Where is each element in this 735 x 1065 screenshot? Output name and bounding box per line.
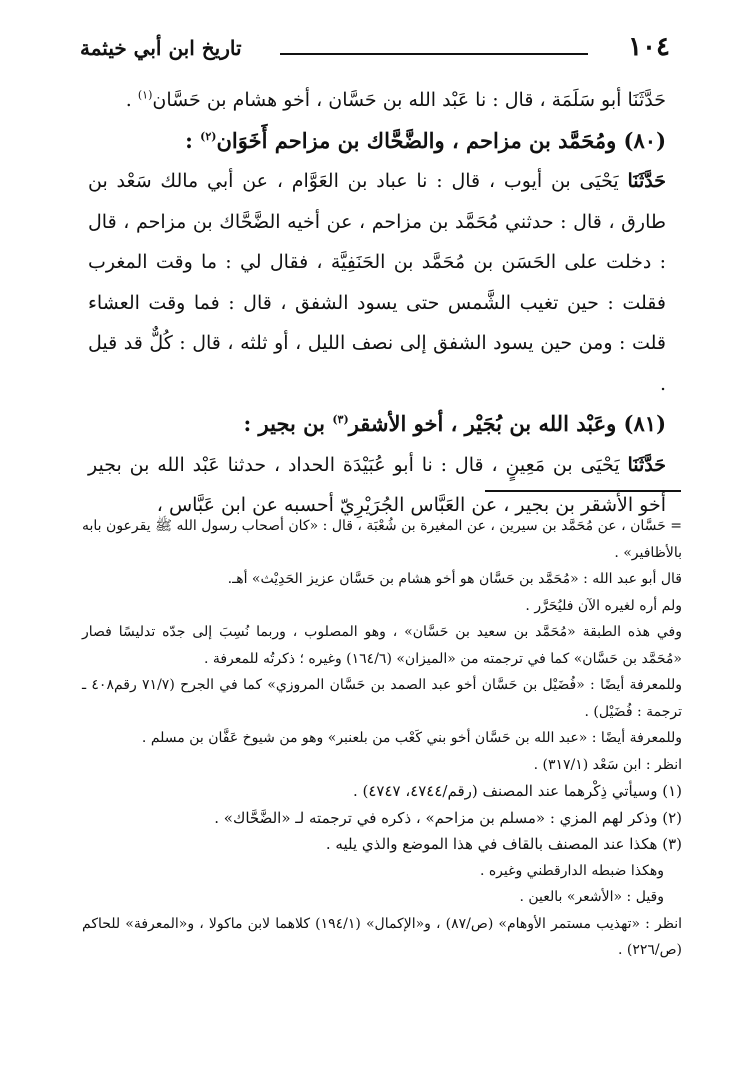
footnote-ref-3: (٣) xyxy=(332,413,349,426)
punctuation: : xyxy=(185,127,201,153)
footnote-continuation: وفي هذه الطبقة «مُحَمَّد بن سعيد بن حَسَّان» ، وهو المصلوب ، وربما نُسِبَ إلى جدّه تدليسًا فصار «مُحَمَّد بن حَسَّان» كما في ترجمته من «الميزان» (١٦٤/٦) وغيره ؛ ذكرتُه للمعرفة . xyxy=(82,624,682,667)
footnote-3-line: انظر : «تهذيب مستمر الأوهام» (ص/٨٧) ، و«الإكمال» (١٩٤/١) كلاهما لابن ماكولا ، و«المعرفة» للحاكم (ص/٢٢٦) . xyxy=(82,915,682,958)
paragraph-text: يَحْيَى بن مَعِينٍ ، قال : نا أبو عُبَيْدَة الحداد ، حدثنا عَبْد الله بن بجير أخو الأشقر بن بجير ، عن العَبَّاس الجُرَيْرِيّ أحسبه عن ابن عَبَّاس ، xyxy=(88,453,666,516)
main-text xyxy=(88,80,688,526)
footnote-ref-1: (١) xyxy=(137,88,153,102)
narration-lead: حَدَّثَنَا xyxy=(627,453,666,476)
running-header xyxy=(80,32,680,72)
footnote-continuation: وللمعرفة أيضًا : «عبد الله بن حَسَّان أخو بني كَعْب من بلعنبر» وهو من شيوخ عَفَّان بن مسلم . xyxy=(141,730,682,746)
footnote-1: (١) وسيأتي ذِكْرهما عند المصنف (رقم/٤٧٤٤، ٤٧٤٧) . xyxy=(352,782,682,800)
entry-heading-81 xyxy=(88,404,688,445)
footnote-3-line: وهكذا ضبطه الدارقطني وغيره . xyxy=(479,862,664,879)
narration-lead: حَدَّثَنَا xyxy=(627,170,666,192)
heading-text: (٨٠) ومُحَمَّد بن مزاحم ، والضَّحَّاك بن مزاحم أَخَوَان xyxy=(216,127,666,153)
punctuation: . xyxy=(125,89,138,111)
narration-line xyxy=(88,80,688,121)
footnote-separator xyxy=(485,490,681,492)
paragraph-text: يَحْيَى بن أيوب ، قال : نا عباد بن العَوَّام ، عن أبي مالك سَعْد بن طارق ، قال : حدثني مُحَمَّد بن مزاحم ، عن أخيه الضَّحَّاك بن مزاحم ، قال : دخلت على الحَسَن بن مُحَمَّد بن الحَنَفِيَّة ، فقال لي : ما وقت المغرب فقلت : حين تغيب الشَّمس حتى يسود الشفق ، قال : فما وقت العشاء قلت : ومن حين يسود الشفق إلى نصف الليل ، أو ثلثه ، قال : كُلٌّ قد قيل . xyxy=(88,170,666,395)
entry-paragraph-80 xyxy=(88,161,688,404)
heading-text-end: بن بجير : xyxy=(243,411,333,436)
book-title: تاريخ ابن أبي خيثمة xyxy=(80,36,242,60)
footnotes xyxy=(82,513,682,964)
footnote-continuation: قال أبو عبد الله : «مُحَمَّد بن حَسَّان هو أخو هشام بن حَسَّان عزيز الحَدِيْث» أهـ. xyxy=(227,571,682,587)
header-rule xyxy=(280,53,588,55)
footnote-continuation: = حَسَّان ، عن مُحَمَّد بن سيرين ، عن المغيرة بن شُعْبَة ، قال : «كان أصحاب رسول الله ﷺ يقرعون بابه بالأظافير» . xyxy=(82,518,682,561)
footnote-3: (٣) هكذا عند المصنف بالقاف في هذا الموضع والذي يليه . xyxy=(325,835,682,853)
entry-heading-80 xyxy=(88,121,688,162)
footnote-continuation: وللمعرفة أيضًا : «فُضَيْل بن حَسَّان أخو عبد الصمد بن حَسَّان المروزي» كما في الجرح (٧١/٧ رقم٤٠٨ ـ ترجمة : فُضَيْل) . xyxy=(82,677,682,720)
footnote-continuation: انظر : ابن سَعْد (٣١٧/١) . xyxy=(533,756,682,773)
footnote-3-line: وقيل : «الأشعر» بالعين . xyxy=(519,889,664,905)
footnote-ref-2: (٢) xyxy=(200,129,217,143)
heading-text: (٨١) وعَبْد الله بن بُجَيْر ، أخو الأشقر xyxy=(348,411,666,436)
narration-text: حَدَّثَنَا أبو سَلَمَة ، قال : نا عَبْد الله بن حَسَّان ، أخو هشام بن حَسَّان xyxy=(152,89,666,111)
footnote-continuation: ولم أره لغيره الآن فليُحَرَّر . xyxy=(525,597,682,614)
page-number: ١٠٤ xyxy=(628,32,670,62)
footnote-2: (٢) وذكر لهم المزي : «مسلم بن مزاحم» ، ذكره في ترجمته لـ «الضَّحَّاك» . xyxy=(214,808,682,827)
